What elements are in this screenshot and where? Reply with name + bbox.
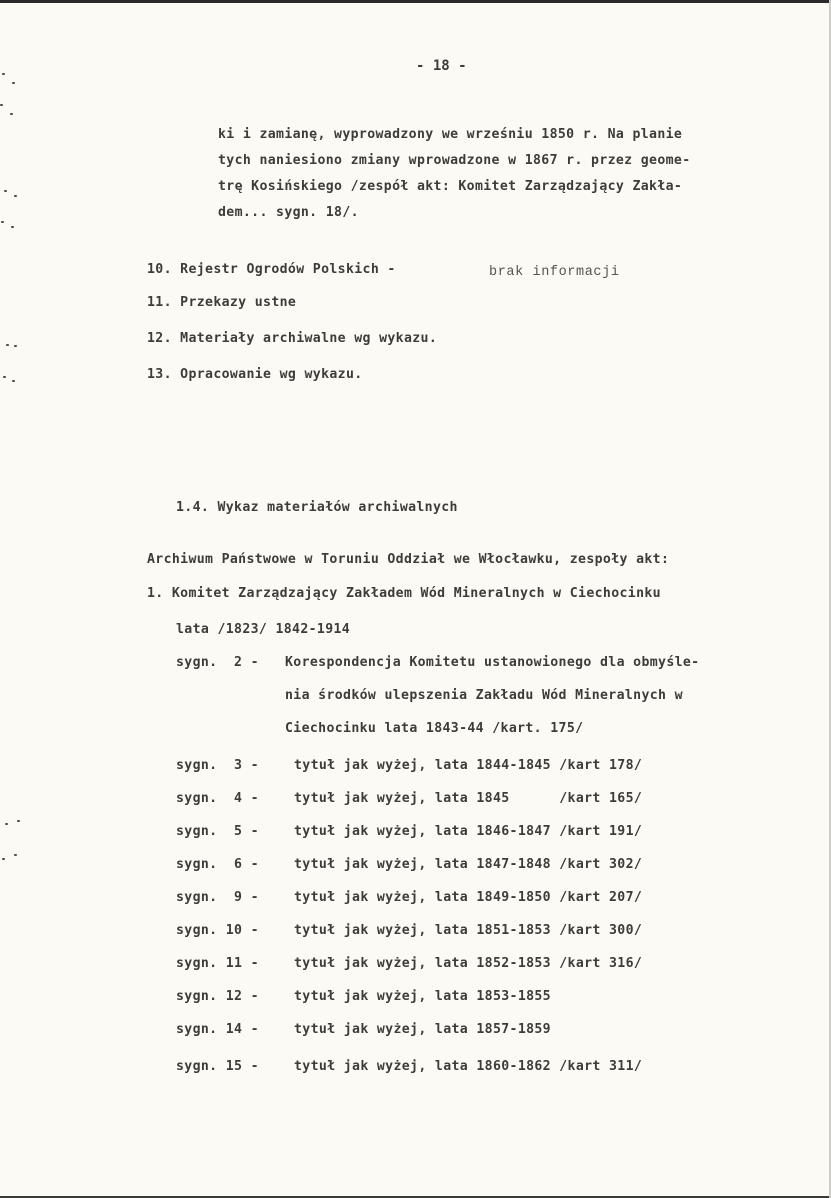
entry-text: tytuł jak wyżej, lata 1860-1862 /kart 311/ xyxy=(294,1059,643,1074)
entry-signature: sygn. 4 - xyxy=(176,791,259,806)
entry-signature: sygn. 5 - xyxy=(176,824,259,839)
source-note: brak informacji xyxy=(489,265,620,280)
entry-text: Korespondencja Komitetu ustanowionego dla obmyśle- xyxy=(285,655,700,670)
source-item: 13. Opracowanie wg wykazu. xyxy=(147,367,363,382)
entry-signature: sygn. 12 - xyxy=(176,989,259,1004)
source-item: 10. Rejestr Ogrodów Polskich - xyxy=(147,262,396,277)
entry-signature: sygn. 3 - xyxy=(176,758,259,773)
paragraph-line: dem... sygn. 18/. xyxy=(218,205,359,220)
entry-signature: sygn. 2 - xyxy=(176,655,259,670)
entry-signature: sygn. 10 - xyxy=(176,923,259,938)
entry-text: tytuł jak wyżej, lata 1846-1847 /kart 191/ xyxy=(294,824,643,839)
paragraph-line: tych naniesiono zmiany wprowadzone w 1867 r. przez geome- xyxy=(218,153,691,168)
scan-edge-top xyxy=(0,0,831,3)
fond-title: 1. Komitet Zarządzający Zakładem Wód Mineralnych w Ciechocinku xyxy=(147,586,661,601)
source-item: 12. Materiały archiwalne wg wykazu. xyxy=(147,331,438,346)
entry-signature: sygn. 6 - xyxy=(176,857,259,872)
fond-years: lata /1823/ 1842-1914 xyxy=(176,622,351,637)
entry-text: tytuł jak wyżej, lata 1857-1859 xyxy=(294,1022,551,1037)
archive-intro: Archiwum Państwowe w Toruniu Oddział we Włocławku, zespoły akt: xyxy=(147,552,670,567)
entry-text: tytuł jak wyżej, lata 1845 /kart 165/ xyxy=(294,791,643,806)
entry-signature: sygn. 9 - xyxy=(176,890,259,905)
entry-text: tytuł jak wyżej, lata 1851-1853 /kart 300/ xyxy=(294,923,643,938)
entry-signature: sygn. 11 - xyxy=(176,956,259,971)
entry-text: Ciechocinku lata 1843-44 /kart. 175/ xyxy=(285,721,584,736)
section-heading: 1.4. Wykaz materiałów archiwalnych xyxy=(176,500,458,515)
paragraph-line: ki i zamianę, wyprowadzony we wrześniu 1850 r. Na planie xyxy=(218,127,683,142)
entry-text: tytuł jak wyżej, lata 1847-1848 /kart 302/ xyxy=(294,857,643,872)
page-number: - 18 - xyxy=(416,58,467,74)
entry-signature: sygn. 15 - xyxy=(176,1059,259,1074)
paragraph-line: trę Kosińskiego /zespół akt: Komitet Zarządzający Zakła- xyxy=(218,179,683,194)
entry-text: tytuł jak wyżej, lata 1844-1845 /kart 178/ xyxy=(294,758,643,773)
entry-signature: sygn. 14 - xyxy=(176,1022,259,1037)
entry-text: nia środków ulepszenia Zakładu Wód Mineralnych w xyxy=(285,688,683,703)
entry-text: tytuł jak wyżej, lata 1852-1853 /kart 316/ xyxy=(294,956,643,971)
source-item: 11. Przekazy ustne xyxy=(147,295,297,310)
entry-text: tytuł jak wyżej, lata 1853-1855 xyxy=(294,989,551,1004)
entry-text: tytuł jak wyżej, lata 1849-1850 /kart 207/ xyxy=(294,890,643,905)
